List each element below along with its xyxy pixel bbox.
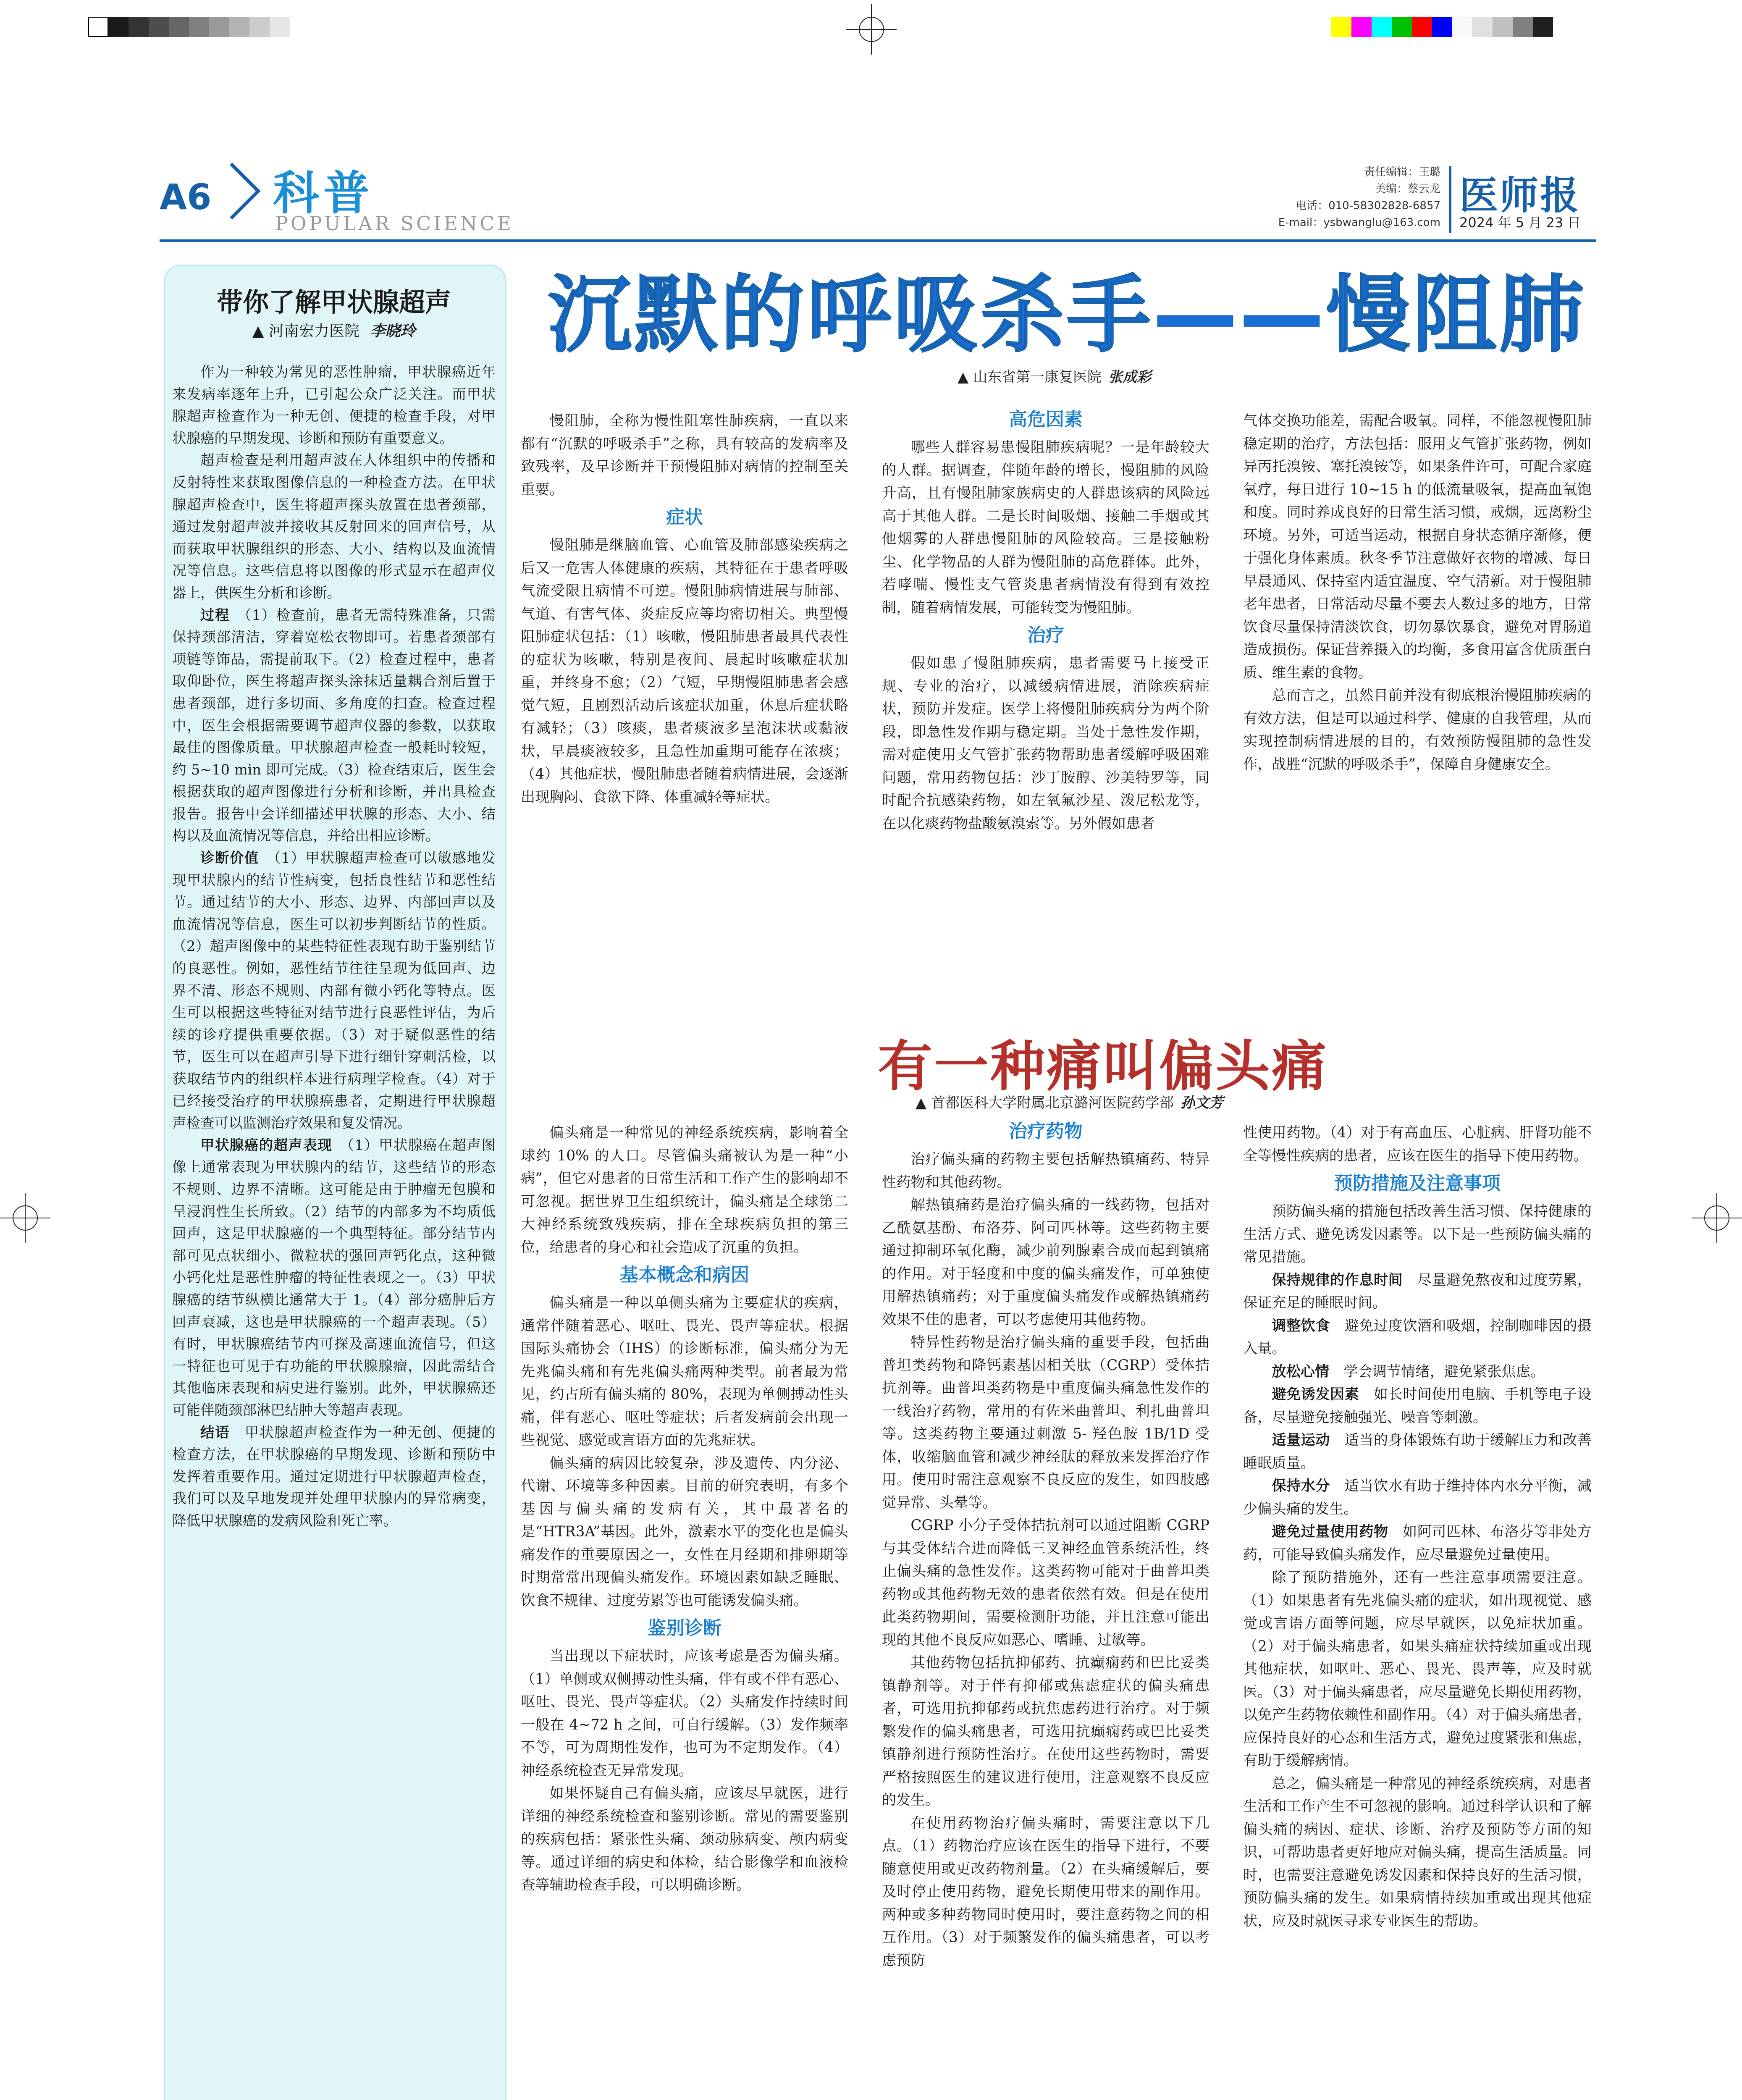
paragraph-text: 甲状腺超声检查作为一种无创、便捷的检查方法，在甲状腺癌的早期发现、诊断和预防中发挥着重要作用。通过定期进行甲状腺超声检查，我们可以及早地发现并处理甲状腺内的异常病变，降低甲状腺癌的发病风险和死亡率。: [172, 1424, 496, 1529]
paragraph-text: 慢阻肺，全称为慢性阻塞性肺疾病，一直以来都有“沉默的呼吸杀手”之称，具有较高的发病率及致残率，及早诊断并干预慢阻肺对病情的控制至关重要。: [521, 412, 848, 498]
sidebar-byline: [164, 319, 504, 341]
article-byline: [958, 365, 1151, 386]
editor-info-line: E-mail：ysbwanglu@163.com: [1278, 216, 1440, 229]
sidebar-article-body: [172, 361, 496, 1532]
paragraph: [1243, 1383, 1592, 1429]
registration-crosshair-right: [1692, 1193, 1742, 1243]
article-column: [1243, 410, 1592, 776]
paragraph-text: 偏头痛的病因比较复杂，涉及遗传、内分泌、代谢、环境等多种因素。目前的研究表明，有多个基因与偏头痛的发病有关，其中最著名的是“HTR3A”基因。此外，激素水平的变化也是偏头痛发作的重要原因之一，女性在月经期和排卵期等时期常常出现偏头痛发作。环境因素如缺乏睡眠、饮食不规律、过度劳累等也可能诱发偏头痛。: [521, 1454, 848, 1609]
section-heading: 症状: [666, 507, 703, 528]
paragraph-lead: 调整饮食: [1272, 1317, 1330, 1334]
paragraph: [521, 410, 848, 501]
author-name: 张成彩: [1108, 369, 1151, 386]
article-column: [1243, 1121, 1592, 1932]
page-number: A6: [160, 176, 212, 218]
paragraph-lead: 放松心情: [1272, 1363, 1330, 1380]
paragraph-text: 其他药物包括抗抑郁药、抗癫痫药和巴比妥类镇静剂等。对于伴有抑郁或焦虑症状的偏头痛患者，可选用抗抑郁药或抗焦虑药进行治疗。对于频繁发作的偏头痛患者，可选用抗癫痫药或巴比妥类镇静剂进行预防性治疗。在使用这些药物时，需要严格按照医生的建议进行使用，注意观察不良反应的发生。: [882, 1654, 1209, 1809]
paragraph-lead: 避免过量使用药物: [1272, 1523, 1388, 1540]
paragraph-text: 适当饮水有助于维持体内水分平衡，减少偏头痛的发生。: [1243, 1478, 1592, 1517]
paragraph: [1243, 410, 1592, 684]
paragraph: [172, 449, 496, 604]
paragraph: [882, 1331, 1209, 1514]
newspaper-logo: 医师报: [1459, 173, 1581, 218]
article-column: [521, 1121, 848, 1897]
paragraph: [882, 652, 1209, 835]
paragraph-text: 特异性药物是治疗偏头痛的重要手段，包括曲普坦类药物和降钙素基因相关肽（CGRP）受体拮抗剂等。曲普坦类药物是中重度偏头痛急性发作的一线治疗药物，常用的有佐米曲普坦、利扎曲普坦等。这类药物主要通过刺激 5- 羟色胺 1B/1D 受体，收缩脑血管和减少神经肽的释放来发挥治疗作用。使用时需注意观察不良反应的发生，如四肢感觉异常、头晕等。: [882, 1334, 1209, 1511]
article-column: [882, 403, 1209, 835]
paragraph-lead: 保持规律的作息时间: [1272, 1271, 1403, 1289]
paragraph-text: （1）检查前，患者无需特殊准备，只需保持颈部清洁，穿着宽松衣物即可。若患者颈部有项链等饰品，需提前取下。（2）检查过程中，患者取仰卧位，医生将超声探头涂抹适量耦合剂后置于患者颈部，进行多切面、多角度的扫查。检查过程中，医生会根据需要调节超声仪器的参数，以获取最佳的图像质量。甲状腺超声检查一般耗时较短，约 5~10 min 即可完成。（3）检查结束后，医生会根据获取的超声图像进行分析和诊断，并出具检查报告。报告中会详细描述甲状腺的形态、大小、结构以及血流情况等信息，并给出相应诊断。: [172, 606, 496, 844]
paragraph: [172, 604, 496, 848]
editor-info-line: 电话：010-58302828-6857: [1296, 200, 1440, 212]
paragraph-text: 超声检查是利用超声波在人体组织中的传播和反射特性来获取图像信息的一种检查方法。在甲状腺超声检查中，医生将超声探头放置在患者颈部，通过发射超声波并接收其反射回来的回声信号，从而获取甲状腺组织的形态、大小、结构以及血流情况等信息。这些信息将以图像的形式显示在超声仪器上，供医生分析和诊断。: [172, 452, 496, 601]
paragraph-text: 学会调节情绪，避免紧张焦虑。: [1343, 1363, 1545, 1380]
sidebar-author-org: ▲ 河南宏力医院: [252, 323, 359, 340]
paragraph-text: 避免过度饮酒和吸烟，控制咖啡因的摄入量。: [1243, 1317, 1592, 1357]
paragraph-text: 偏头痛是一种以单侧头痛为主要症状的疾病，通常伴随着恶心、呕吐、畏光、畏声等症状。根据国际头痛协会（IHS）的诊断标准，偏头痛分为无先兆偏头痛和有先兆偏头痛两种类型。前者最为常见，约占所有偏头痛的 80%，表现为单侧搏动性头痛，伴有恶心、呕吐等症状；后者发病前会出现一些视觉、感觉或言语方面的先兆症状。: [521, 1294, 848, 1449]
paragraph-lead: 保持水分: [1272, 1478, 1330, 1494]
author-org: ▲ 山东省第一康复医院: [958, 369, 1102, 386]
paragraph: [521, 1782, 848, 1897]
paragraph-text: 在使用药物治疗偏头痛时，需要注意以下几点。（1）药物治疗应该在医生的指导下进行，不要随意使用或更改药物剂量。（2）在头痛缓解后，要及时停止使用药物，避免长期使用带来的副作用。两种或多种药物同时使用时，要注意药物之间的相互作用。（3）对于频繁发作的偏头痛患者，可以考虑预防: [882, 1814, 1209, 1969]
article-byline-2: [916, 1091, 1223, 1112]
paragraph: [521, 1292, 848, 1452]
author-name: 孙文芳: [1180, 1095, 1223, 1111]
paragraph-text: 预防偏头痛的措施包括改善生活习惯、保持健康的生活方式、避免诱发因素等。以下是一些预防偏头痛的常见措施。: [1243, 1203, 1592, 1265]
section-heading: 治疗: [1027, 625, 1064, 646]
paragraph-lead: 诊断价值: [200, 850, 259, 866]
paragraph-text: 性使用药物。（4）对于有高血压、心脏病、肝肾功能不全等慢性疾病的患者，应该在医生的指导下使用药物。: [1243, 1124, 1592, 1164]
editor-info-line: 美编：蔡云龙: [1375, 183, 1440, 195]
paragraph: [882, 1148, 1209, 1194]
paragraph-lead: 结语: [200, 1424, 230, 1441]
header-rule: [160, 239, 1596, 242]
paragraph: [1243, 1200, 1592, 1269]
article-headline-2: 有一种痛叫偏头痛: [878, 1034, 1328, 1098]
paragraph-text: 假如患了慢阻肺疾病，患者需要马上接受正规、专业的治疗，以减缓病情进展，消除疾病症状，预防并发症。医学上将慢阻肺疾病分为两个阶段，即急性发作期与稳定期。当处于急性发作期，需对症使用支气管扩张药物帮助患者缓解呼吸困难问题，常用药物包括：沙丁胺醇、沙美特罗等，同时配合抗感染药物，如左氧氟沙星、泼尼松龙等，在以化痰药物盐酸氨溴索等。另外假如患者: [882, 655, 1209, 832]
paragraph: [521, 534, 848, 808]
paragraph-text: 解热镇痛药是治疗偏头痛的一线药物，包括对乙酰氨基酚、布洛芬、阿司匹林等。这些药物主要通过抑制环氧化酶，减少前列腺素合成而起到镇痛的作用。对于轻度和中度的偏头痛发作，可单独使用解热镇痛药；对于重度偏头痛发作或解热镇痛药效果不佳的患者，可以考虑使用其他药物。: [882, 1197, 1209, 1328]
paragraph: [172, 1134, 496, 1422]
article-column: [521, 410, 848, 808]
issue-date: 2024 年 5 月 23 日: [1459, 215, 1581, 231]
paragraph: [1243, 1121, 1592, 1167]
paragraph: [1243, 1520, 1592, 1566]
section-title-en: POPULAR SCIENCE: [275, 212, 514, 235]
paragraph-lead: 避免诱发因素: [1272, 1386, 1359, 1403]
paragraph-lead: 过程: [200, 606, 230, 623]
author-org: ▲ 首都医科大学附属北京潞河医院药学部: [916, 1095, 1174, 1111]
paragraph-text: 如果怀疑自己有偏头痛，应该尽早就医，进行详细的神经系统检查和鉴别诊断。常见的需要鉴别的疾病包括：紧张性头痛、颈动脉病变、颅内病变等。通过详细的病史和体检，结合影像学和血液检查等辅助检查手段，可以明确诊断。: [521, 1785, 848, 1893]
paragraph-text: 如长时间使用电脑、手机等电子设备，尽量避免接触强光、噪音等刺激。: [1243, 1386, 1592, 1426]
editor-info: [1272, 164, 1440, 231]
article-headline: 沉默的呼吸杀手——慢阻肺: [547, 266, 1586, 364]
paragraph: [1243, 1772, 1592, 1933]
registration-crosshair-top: [846, 4, 897, 55]
paragraph-text: （1）甲状腺超声检查可以敏感地发现甲状腺内的结节性病变，包括良性结节和恶性结节。通过结节的大小、形态、边界、内部回声以及血流情况等信息，医生可以初步判断结节的性质。（2）超声图像中的某些特征性表现有助于鉴别结节的良恶性。例如，恶性结节往往呈现为低回声、边界不清、形态不规则、内部有微小钙化等特点。医生可以根据这些特征对结节进行良恶性评估，为后续的诊疗提供重要依据。（3）对于疑似恶性的结节，医生可以在超声引导下进行细针穿刺活检，以获取结节内的组织样本进行病理学检查。（4）对于已经接受治疗的甲状腺癌患者，定期进行甲状腺超声检查可以监测治疗效果和复发情况。: [172, 850, 496, 1131]
paragraph: [882, 1194, 1209, 1331]
paragraph-text: 当出现以下症状时，应该考虑是否为偏头痛。（1）单侧或双侧搏动性头痛，伴有或不伴有恶心、呕吐、畏光、畏声等症状。（2）头痛发作持续时间一般在 4~72 h 之间，可自行缓解。（3）发作频率不等，可为周期性发作，也可为不定期发作。（4）神经系统检查无异常发现。: [521, 1648, 848, 1779]
paragraph-text: 慢阻肺是继脑血管、心血管及肺部感染疾病之后又一危害人体健康的疾病，其特征在于患者呼吸气流受限且病情不可逆。慢阻肺病情进展与肺部、气道、有害气体、炎症反应等均密切相关。典型慢阻肺症状包括：（1）咳嗽，慢阻肺患者最具代表性的症状为咳嗽，特别是夜间、晨起时咳嗽症状加重，并终身不愈；（2）气短，早期慢阻肺患者会感觉气短，且剧烈活动后该症状加重，休息后症状略有减轻；（3）咳痰，患者痰液多呈泡沫状或黏液状，早晨痰液较多，且急性加重期可能存在浓痰；（4）其他症状，慢阻肺患者随着病情进展，会逐渐出现胸闷、食欲下降、体重减轻等症状。: [521, 537, 848, 806]
paragraph-text: CGRP 小分子受体拮抗剂可以通过阻断 CGRP 与其受体结合进而降低三叉神经血管系统活性，终止偏头痛的急性发作。这类药物可能对于曲普坦类药物或其他药物无效的患者依然有效。但是在使用此类药物期间，需要检测肝功能，并且注意可能出现的其他不良反应如恶心、嗜睡、过敏等。: [882, 1517, 1209, 1648]
paragraph-text: 除了预防措施外，还有一些注意事项需要注意。（1）如果患者有先兆偏头痛的症状，如出现视觉、感觉或言语方面等问题，应尽早就医，以免症状加重。（2）对于偏头痛患者，如果头痛症状持续加重或出现其他症状，如呕吐、恶心、畏光、畏声等，应及时就医。（3）对于偏头痛患者，应尽量避免长期使用药物，以免产生药物依赖性和副作用。（4）对于偏头痛患者，应保持良好的心态和生活方式，避免过度紧张和焦虑，有助于缓解病情。: [1243, 1569, 1592, 1769]
section-heading: 高危因素: [1009, 409, 1083, 430]
chevron-icon: [227, 160, 265, 223]
paragraph: [172, 1422, 496, 1532]
section-heading: 基本概念和病因: [620, 1264, 749, 1286]
paragraph: [1243, 1360, 1592, 1383]
paragraph-text: 气体交换功能差，需配合吸氧。同样，不能忽视慢阻肺稳定期的治疗，方法包括：服用支气管扩张药物，例如异丙托溴铵、塞托溴铵等，如果条件许可，可配合家庭氧疗，每日进行 10~15 h 的低流量吸氧，提高血氧饱和度。同时养成良好的日常生活习惯，戒烟，远离粉尘环境。另外，可适当运动，根据自身状态循序渐修，便于强化身体素质。秋冬季节注意做好衣物的增减、每日早晨通风、保持室内适宜温度、空气清新。对于慢阻肺老年患者，日常活动尽量不要去人数过多的地方，日常饮食尽量保持清淡饮食，切勿暴饮暴食，避免对胃肠道造成损伤。保证营养摄入的均衡，多食用富含优质蛋白质、维生素的食物。: [1243, 412, 1592, 681]
paragraph: [521, 1645, 848, 1782]
sidebar-article-title: 带你了解甲状腺超声: [216, 287, 451, 318]
paragraph: [521, 1121, 848, 1259]
paragraph: [882, 1651, 1209, 1812]
paragraph: [1243, 1429, 1592, 1475]
section-heading: 治疗药物: [1009, 1121, 1083, 1142]
paragraph-lead: 适量运动: [1272, 1432, 1330, 1449]
paragraph: [1243, 1566, 1592, 1772]
logo-divider: [1449, 166, 1451, 233]
paragraph-text: 尽量避免熬夜和过度劳累，保证充足的睡眠时间。: [1243, 1271, 1592, 1311]
section-heading: 鉴别诊断: [648, 1617, 721, 1639]
paragraph-text: 如阿司匹林、布洛芬等非处方药，可能导致偏头痛发作，应尽量避免过量使用。: [1243, 1523, 1592, 1563]
paragraph: [1243, 1315, 1592, 1360]
paragraph: [1243, 1475, 1592, 1520]
paragraph: [882, 1812, 1209, 1972]
paragraph-text: 总而言之，虽然目前并没有彻底根治慢阻肺疾病的有效方法，但是可以通过科学、健康的自我管理，从而实现控制病情进展的目的，有效预防慢阻肺的急性发作，战胜“沉默的呼吸杀手”，保障自身健康安全。: [1243, 687, 1592, 773]
paragraph: [172, 361, 496, 449]
paragraph-text: （1）甲状腺癌在超声图像上通常表现为甲状腺内的结节，这些结节的形态不规则、边界不清晰。这可能是由于肿瘤无包膜和呈浸润性生长所致。（2）结节的内部多为不均质低回声，这是甲状腺癌的一个典型特征。部分结节内部可见点状细小、微粒状的强回声钙化点，这种微小钙化灶是恶性肿瘤的特征性表现之一。（3）甲状腺癌的结节纵横比通常大于 1。（4）部分癌肿后方回声衰减，这也是甲状腺癌的一个超声表现。（5）有时，甲状腺癌结节内可探及高速血流信号，但这一特征也可见于有功能的甲状腺腺瘤，因此需结合其他临床表现和病史进行鉴别。此外，甲状腺癌还可能伴随颈部淋巴结肿大等超声表现。: [172, 1137, 496, 1418]
paragraph-text: 作为一种较为常见的恶性肿瘤，甲状腺癌近年来发病率逐年上升，已引起公众广泛关注。而甲状腺超声检查作为一种无创、便捷的检查手段，对甲状腺癌的早期发现、诊断和预防有重要意义。: [172, 364, 496, 446]
registration-crosshair-left: [0, 1193, 50, 1243]
paragraph-text: 总之，偏头痛是一种常见的神经系统疾病，对患者生活和工作产生不可忽视的影响。通过科学认识和了解偏头痛的病因、症状、诊断、治疗及预防等方面的知识，可帮助患者更好地应对偏头痛，提高生活质量。同时，也需要注意避免诱发因素和保持良好的生活习惯，预防偏头痛的发生。如果病情持续加重或出现其他症状，应及时就医寻求专业医生的帮助。: [1243, 1775, 1592, 1929]
section-title: 科普: [273, 166, 374, 220]
paragraph-text: 治疗偏头痛的药物主要包括解热镇痛药、特异性药物和其他药物。: [882, 1151, 1209, 1191]
sidebar-author-name: 李晓玲: [370, 322, 416, 340]
paragraph-text: 偏头痛是一种常见的神经系统疾病，影响着全球约 10% 的人口。尽管偏头痛被认为是一种“小病”，但它对患者的日常生活和工作产生的影响却不可忽视。据世界卫生组织统计，偏头痛是全球第二大神经系统致残疾病，排在全球疾病负担的第三位，给患者的身心和社会造成了沉重的负担。: [521, 1124, 848, 1256]
paragraph: [172, 847, 496, 1134]
color-bar-right: [1331, 17, 1553, 37]
paragraph: [1243, 684, 1592, 776]
section-heading: 预防措施及注意事项: [1334, 1173, 1501, 1194]
paragraph: [521, 1452, 848, 1612]
paragraph: [882, 436, 1209, 619]
paragraph-text: 适当的身体锻炼有助于缓解压力和改善睡眠质量。: [1243, 1432, 1592, 1472]
article-column: [882, 1115, 1209, 1972]
paragraph: [882, 1514, 1209, 1651]
paragraph-text: 哪些人群容易患慢阻肺疾病呢？一是年龄较大的人群。据调查，伴随年龄的增长，慢阻肺的风险升高，且有慢阻肺家族病史的人群患该病的风险远高于其他人群。二是长时间吸烟、接触二手烟或其他烟雾的人群患慢阻肺的风险较高。三是接触粉尘、化学物品的人群为慢阻肺的高危群体。此外，若哮喘、慢性支气管炎患者病情没有得到有效控制，随着病情发展，可能转变为慢阻肺。: [882, 439, 1209, 616]
editor-info-line: 责任编辑：王璐: [1364, 166, 1440, 178]
paragraph: [1243, 1269, 1592, 1315]
registration-bar-left: [88, 17, 290, 37]
paragraph-lead: 甲状腺癌的超声表现: [200, 1137, 333, 1153]
